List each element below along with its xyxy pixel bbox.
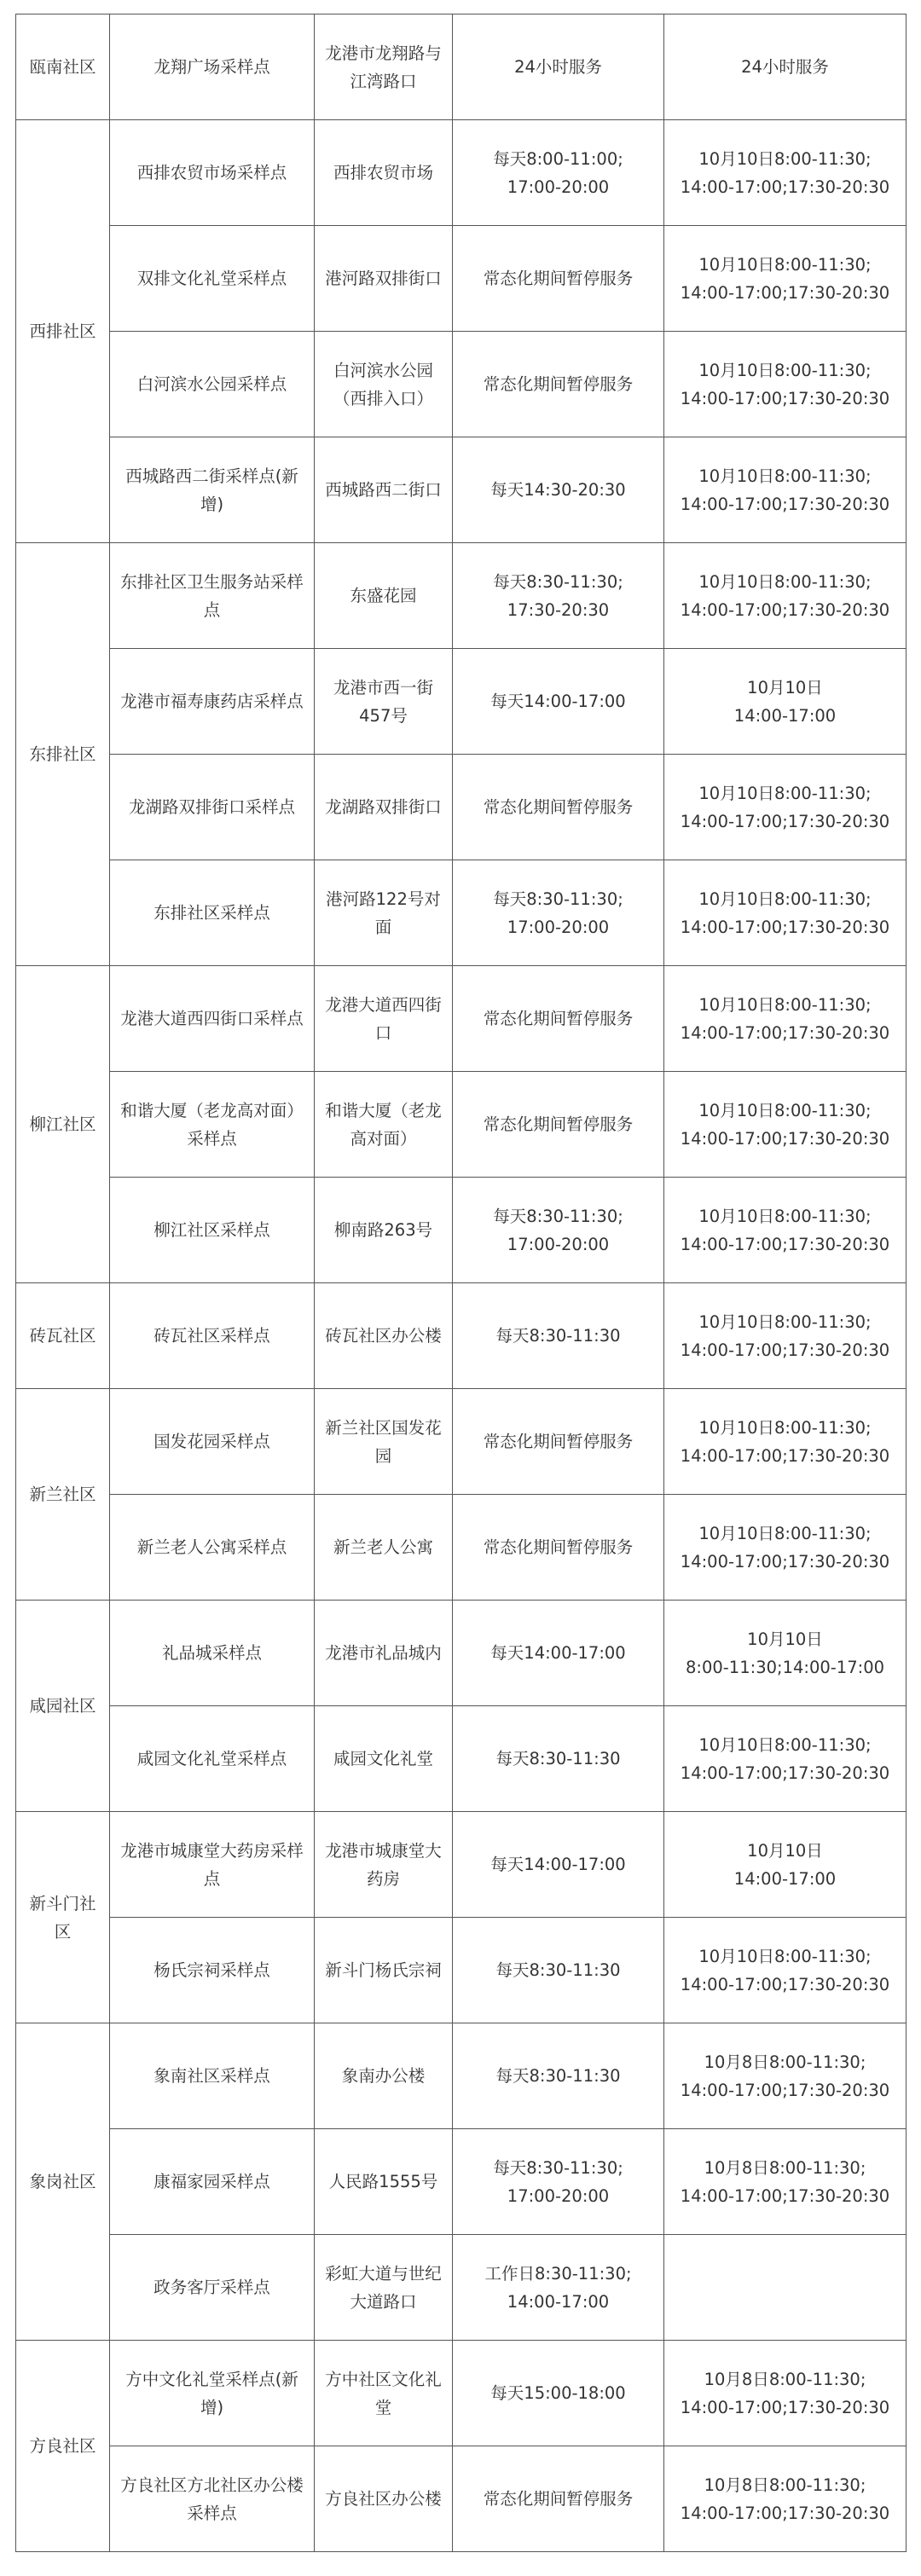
holiday-hours-cell [664, 649, 907, 755]
site-cell: 方良社区方北社区办公楼采样点 [110, 2446, 315, 2552]
hours-line: 每天8:30-11:30 [495, 1749, 621, 1768]
holiday-hours-cell [664, 755, 907, 860]
holiday-hours-line: 14:00-17:00;17:30-20:30 [680, 494, 890, 514]
hours-cell [453, 755, 664, 860]
site-cell: 东排社区卫生服务站采样点 [110, 543, 315, 649]
address-cell: 方良社区办公楼 [315, 2446, 453, 2552]
holiday-hours-line: 10月10日8:00-11:30; [698, 571, 872, 592]
table-row [16, 2446, 907, 2552]
holiday-hours-line: 8:00-11:30;14:00-17:00 [685, 1657, 885, 1677]
holiday-hours-line: 14:00-17:00 [733, 1868, 837, 1889]
table-row [16, 543, 907, 649]
table-row [16, 966, 907, 1072]
hours-line: 17:00-20:00 [507, 177, 610, 197]
address-cell: 新斗门杨氏宗祠 [315, 1918, 453, 2023]
address-cell: 港河路双排街口 [315, 226, 453, 332]
table-row [16, 1283, 907, 1389]
table-row [16, 332, 907, 437]
hours-cell [453, 1072, 664, 1178]
holiday-hours-line: 10月10日8:00-11:30; [698, 148, 872, 169]
hours-line: 14:00-17:00 [507, 2291, 610, 2312]
table-row [16, 226, 907, 332]
holiday-hours-line: 14:00-17:00;17:30-20:30 [680, 2080, 890, 2100]
holiday-hours-cell [664, 543, 907, 649]
hours-line: 每天14:00-17:00 [490, 1855, 626, 1874]
hours-line: 常态化期间暂停服务 [483, 1432, 634, 1451]
holiday-hours-line: 10月10日 [747, 1629, 823, 1649]
header-site: 龙翔广场采样点 [110, 14, 315, 120]
hours-line: 常态化期间暂停服务 [483, 2489, 634, 2509]
address-cell: 西城路西二街口 [315, 437, 453, 543]
site-cell: 和谐大厦（老龙高对面）采样点 [110, 1072, 315, 1178]
site-cell: 龙港市福寿康药店采样点 [110, 649, 315, 755]
site-cell: 龙湖路双排街口采样点 [110, 755, 315, 860]
table-row [16, 120, 907, 226]
holiday-hours-line: 10月8日8:00-11:30; [704, 2369, 866, 2389]
holiday-hours-cell [664, 2023, 907, 2129]
holiday-hours-cell [664, 332, 907, 437]
hours-cell [453, 120, 664, 226]
site-cell: 柳江社区采样点 [110, 1178, 315, 1283]
table-row [16, 1706, 907, 1812]
table-row [16, 2023, 907, 2129]
holiday-hours-cell [664, 226, 907, 332]
address-cell: 龙湖路双排街口 [315, 755, 453, 860]
hours-line: 工作日8:30-11:30; [484, 2263, 632, 2284]
table-row [16, 1601, 907, 1706]
holiday-hours-cell [664, 1706, 907, 1812]
holiday-hours-line: 14:00-17:00;17:30-20:30 [680, 177, 890, 197]
holiday-hours-line: 10月10日8:00-11:30; [698, 1734, 872, 1755]
community-cell: 新斗门社区 [16, 1812, 110, 2023]
header-row [16, 14, 907, 120]
holiday-hours-line: 10月10日8:00-11:30; [698, 360, 872, 380]
hours-cell [453, 1601, 664, 1706]
holiday-hours-line: 10月8日8:00-11:30; [704, 2475, 866, 2495]
hours-cell [453, 2023, 664, 2129]
holiday-hours-cell [664, 1601, 907, 1706]
holiday-hours-line: 10月10日8:00-11:30; [698, 1311, 872, 1332]
header-holiday-hours: 24小时服务 [664, 14, 907, 120]
hours-cell [453, 543, 664, 649]
holiday-hours-cell [664, 1072, 907, 1178]
hours-line: 每天8:30-11:30; [493, 1206, 623, 1226]
site-cell: 双排文化礼堂采样点 [110, 226, 315, 332]
holiday-hours-line: 14:00-17:00;17:30-20:30 [680, 2397, 890, 2417]
address-cell: 方中社区文化礼堂 [315, 2341, 453, 2446]
hours-line: 常态化期间暂停服务 [483, 1114, 634, 1134]
address-cell: 人民路1555号 [315, 2129, 453, 2235]
holiday-hours-line: 14:00-17:00;17:30-20:30 [680, 811, 890, 831]
site-cell: 方中文化礼堂采样点(新增) [110, 2341, 315, 2446]
hours-line: 每天15:00-18:00 [490, 2383, 626, 2403]
hours-cell [453, 1283, 664, 1389]
holiday-hours-cell [664, 2235, 907, 2341]
holiday-hours-cell [664, 2341, 907, 2446]
address-cell: 柳南路263号 [315, 1178, 453, 1283]
table-row [16, 1072, 907, 1178]
holiday-hours-cell [664, 2446, 907, 2552]
hours-cell [453, 332, 664, 437]
holiday-hours-line: 14:00-17:00;17:30-20:30 [680, 388, 890, 408]
site-cell: 象南社区采样点 [110, 2023, 315, 2129]
hours-line: 常态化期间暂停服务 [483, 1537, 634, 1557]
holiday-hours-line: 10月10日 [747, 1840, 823, 1861]
site-cell: 西城路西二街采样点(新增) [110, 437, 315, 543]
table-row [16, 755, 907, 860]
holiday-hours-line: 14:00-17:00;17:30-20:30 [680, 1551, 890, 1572]
hours-line: 每天14:00-17:00 [490, 1643, 626, 1663]
hours-line: 每天14:00-17:00 [490, 692, 626, 711]
address-cell: 龙港市城康堂大药房 [315, 1812, 453, 1918]
holiday-hours-cell [664, 437, 907, 543]
holiday-hours-line: 10月8日8:00-11:30; [704, 2052, 866, 2072]
address-cell: 和谐大厦（老龙高对面） [315, 1072, 453, 1178]
holiday-hours-line: 14:00-17:00;17:30-20:30 [680, 1234, 890, 1254]
community-cell: 咸园社区 [16, 1601, 110, 1812]
address-cell: 彩虹大道与世纪大道路口 [315, 2235, 453, 2341]
address-cell: 东盛花园 [315, 543, 453, 649]
holiday-hours-cell [664, 860, 907, 966]
hours-line: 17:00-20:00 [507, 2185, 610, 2206]
holiday-hours-line: 10月10日8:00-11:30; [698, 1417, 872, 1438]
table-row [16, 1812, 907, 1918]
hours-cell [453, 2129, 664, 2235]
hours-line: 每天8:30-11:30; [493, 2157, 623, 2178]
table-row [16, 2341, 907, 2446]
site-cell: 白河滨水公园采样点 [110, 332, 315, 437]
holiday-hours-cell [664, 1178, 907, 1283]
hours-line: 每天14:30-20:30 [490, 480, 626, 500]
holiday-hours-line: 14:00-17:00;17:30-20:30 [680, 1340, 890, 1360]
hours-cell [453, 1706, 664, 1812]
hours-line: 常态化期间暂停服务 [483, 269, 634, 288]
address-cell: 港河路122号对面 [315, 860, 453, 966]
table-row [16, 437, 907, 543]
header-hours: 24小时服务 [453, 14, 664, 120]
holiday-hours-cell [664, 1283, 907, 1389]
holiday-hours-cell [664, 1812, 907, 1918]
hours-line: 每天8:30-11:30 [495, 1960, 621, 1980]
holiday-hours-line: 14:00-17:00 [733, 705, 837, 726]
site-cell: 政务客厅采样点 [110, 2235, 315, 2341]
site-cell: 龙港市城康堂大药房采样点 [110, 1812, 315, 1918]
hours-cell [453, 649, 664, 755]
holiday-hours-line: 10月8日8:00-11:30; [704, 2157, 866, 2178]
holiday-hours-line: 10月10日8:00-11:30; [698, 889, 872, 909]
table-row [16, 1178, 907, 1283]
site-cell: 国发花园采样点 [110, 1389, 315, 1495]
community-cell: 柳江社区 [16, 966, 110, 1283]
hours-line: 每天8:30-11:30 [495, 2066, 621, 2086]
holiday-hours-line: 14:00-17:00;17:30-20:30 [680, 2185, 890, 2206]
address-cell: 象南办公楼 [315, 2023, 453, 2129]
hours-cell [453, 1495, 664, 1601]
table-row [16, 2129, 907, 2235]
hours-line: 每天8:00-11:00; [493, 148, 623, 169]
sampling-sites-table [15, 14, 907, 2552]
address-cell: 龙港市礼品城内 [315, 1601, 453, 1706]
holiday-hours-line: 14:00-17:00;17:30-20:30 [680, 599, 890, 620]
hours-line: 每天8:30-11:30 [495, 1326, 621, 1346]
address-cell: 龙港市西一街457号 [315, 649, 453, 755]
holiday-hours-line: 10月10日8:00-11:30; [698, 254, 872, 275]
hours-cell [453, 437, 664, 543]
site-cell: 康福家园采样点 [110, 2129, 315, 2235]
address-cell: 咸园文化礼堂 [315, 1706, 453, 1812]
hours-line: 每天8:30-11:30; [493, 889, 623, 909]
table-row [16, 649, 907, 755]
holiday-hours-cell [664, 1495, 907, 1601]
holiday-hours-cell [664, 120, 907, 226]
address-cell: 新兰社区国发花园 [315, 1389, 453, 1495]
holiday-hours-line: 10月10日8:00-11:30; [698, 994, 872, 1015]
hours-line: 常态化期间暂停服务 [483, 1009, 634, 1028]
community-cell: 砖瓦社区 [16, 1283, 110, 1389]
hours-cell [453, 966, 664, 1072]
hours-cell [453, 1918, 664, 2023]
site-cell: 礼品城采样点 [110, 1601, 315, 1706]
hours-cell [453, 1178, 664, 1283]
community-cell: 方良社区 [16, 2341, 110, 2552]
hours-cell [453, 226, 664, 332]
holiday-hours-line: 10月10日 [747, 677, 823, 698]
holiday-hours-line: 14:00-17:00;17:30-20:30 [680, 1974, 890, 1994]
holiday-hours-line: 14:00-17:00;17:30-20:30 [680, 1445, 890, 1466]
holiday-hours-line: 10月10日8:00-11:30; [698, 466, 872, 486]
header-address: 龙港市龙翔路与江湾路口 [315, 14, 453, 120]
hours-cell [453, 2446, 664, 2552]
holiday-hours-line: 10月10日8:00-11:30; [698, 1523, 872, 1543]
hours-line: 17:00-20:00 [507, 1234, 610, 1254]
community-cell: 西排社区 [16, 120, 110, 543]
table-row [16, 1918, 907, 2023]
community-cell: 新兰社区 [16, 1389, 110, 1601]
holiday-hours-line: 14:00-17:00;17:30-20:30 [680, 917, 890, 937]
community-cell: 象岗社区 [16, 2023, 110, 2341]
holiday-hours-cell [664, 2129, 907, 2235]
hours-line: 每天8:30-11:30; [493, 571, 623, 592]
holiday-hours-line: 14:00-17:00;17:30-20:30 [680, 282, 890, 303]
table-row [16, 1389, 907, 1495]
address-cell: 龙港大道西四街口 [315, 966, 453, 1072]
hours-line: 常态化期间暂停服务 [483, 374, 634, 394]
table-row [16, 860, 907, 966]
holiday-hours-line: 14:00-17:00;17:30-20:30 [680, 1763, 890, 1783]
holiday-hours-line: 14:00-17:00;17:30-20:30 [680, 1128, 890, 1149]
holiday-hours-line: 14:00-17:00;17:30-20:30 [680, 1022, 890, 1043]
header-community: 瓯南社区 [16, 14, 110, 120]
site-cell: 龙港大道西四街口采样点 [110, 966, 315, 1072]
hours-cell [453, 1389, 664, 1495]
holiday-hours-line: 10月10日8:00-11:30; [698, 1100, 872, 1120]
hours-cell [453, 2235, 664, 2341]
holiday-hours-cell [664, 1389, 907, 1495]
hours-line: 常态化期间暂停服务 [483, 797, 634, 817]
site-cell: 新兰老人公寓采样点 [110, 1495, 315, 1601]
address-cell: 新兰老人公寓 [315, 1495, 453, 1601]
site-cell: 砖瓦社区采样点 [110, 1283, 315, 1389]
hours-cell [453, 1812, 664, 1918]
holiday-hours-line: 14:00-17:00;17:30-20:30 [680, 2503, 890, 2523]
community-cell: 东排社区 [16, 543, 110, 966]
hours-cell [453, 2341, 664, 2446]
holiday-hours-line: 10月10日8:00-11:30; [698, 783, 872, 803]
holiday-hours-line: 10月10日8:00-11:30; [698, 1946, 872, 1966]
address-cell: 砖瓦社区办公楼 [315, 1283, 453, 1389]
hours-cell [453, 860, 664, 966]
hours-line: 17:00-20:00 [507, 917, 610, 937]
site-cell: 咸园文化礼堂采样点 [110, 1706, 315, 1812]
hours-line: 17:30-20:30 [507, 599, 610, 620]
holiday-hours-cell [664, 1918, 907, 2023]
address-cell: 西排农贸市场 [315, 120, 453, 226]
holiday-hours-cell [664, 966, 907, 1072]
table-row [16, 1495, 907, 1601]
holiday-hours-line: 10月10日8:00-11:30; [698, 1206, 872, 1226]
table-body [16, 14, 907, 2552]
address-cell: 白河滨水公园（西排入口） [315, 332, 453, 437]
site-cell: 杨氏宗祠采样点 [110, 1918, 315, 2023]
table-row [16, 2235, 907, 2341]
site-cell: 西排农贸市场采样点 [110, 120, 315, 226]
site-cell: 东排社区采样点 [110, 860, 315, 966]
